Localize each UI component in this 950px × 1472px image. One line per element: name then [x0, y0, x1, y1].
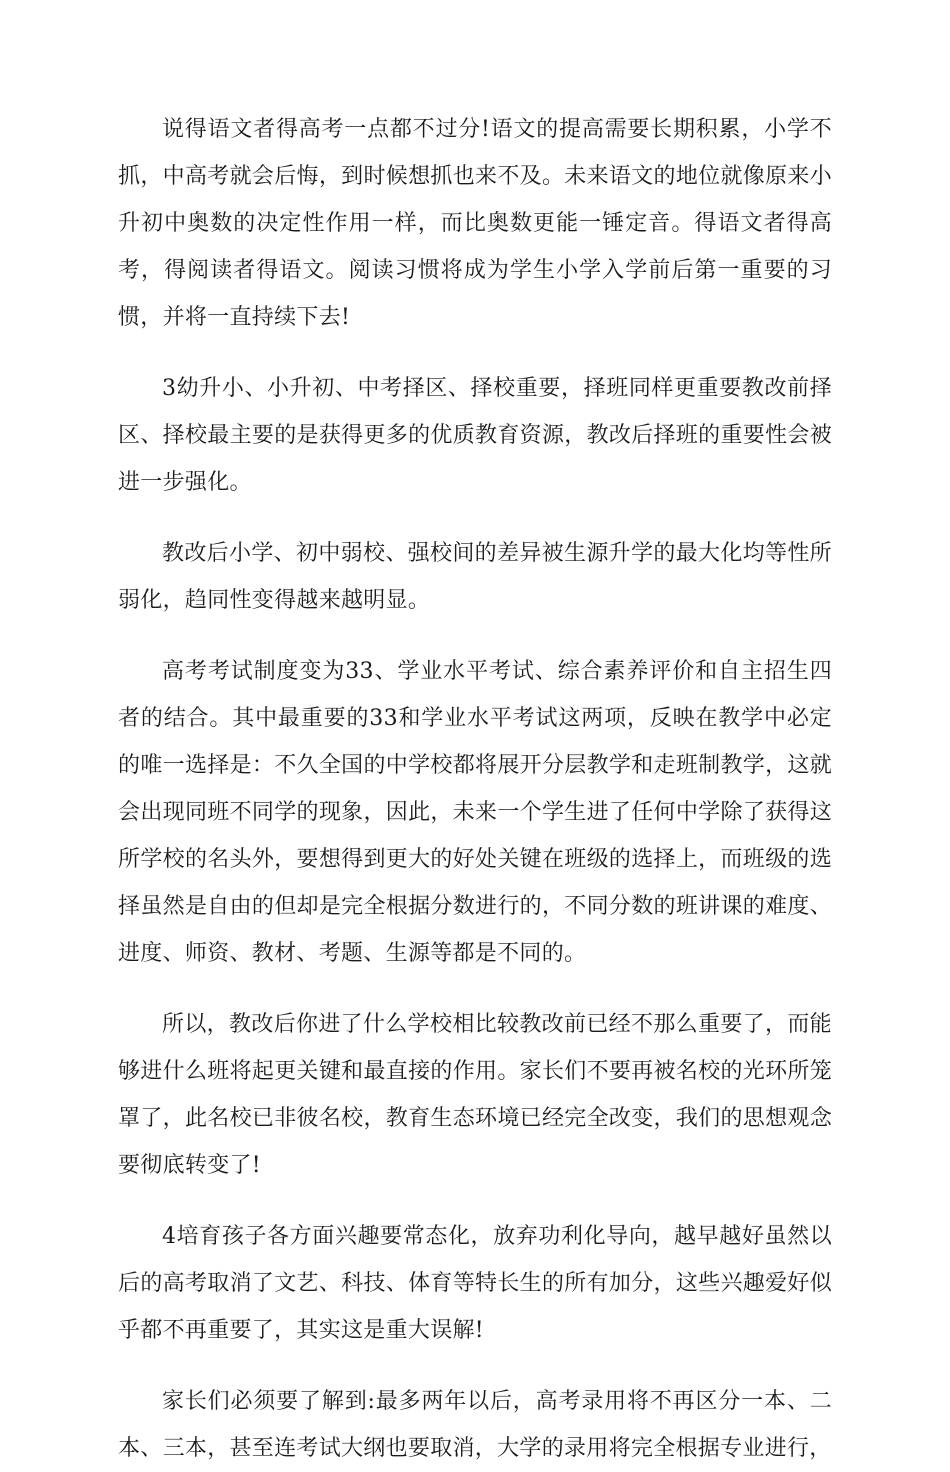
paragraph-6: 4培育孩子各方面兴趣要常态化，放弃功利化导向，越早越好虽然以后的高考取消了文艺、科技、体育等特长生的所有加分，这些兴趣爱好似乎都不再重要了，其实这是重大误解! — [118, 1224, 832, 1343]
paragraph-7: 家长们必须要了解到:最多两年以后，高考录用将不再区分一本、二本、三本，甚至连考试大纲也要取消，大学的录用将完全根据专业进行， — [118, 1389, 832, 1461]
paragraph-1: 说得语文者得高考一点都不过分!语文的提高需要长期积累，小学不抓，中高考就会后悔，到时候想抓也来不及。未来语文的地位就像原来小升初中奥数的决定性作用一样，而比奥数更能一锤定音。得语文者得高考，得阅读者得语文。阅读习惯将成为学生小学入学前后第一重要的习惯，并将一直持续下去! — [118, 117, 832, 330]
paragraph-5: 所以，教改后你进了什么学校相比较教改前已经不那么重要了，而能够进什么班将起更关键和最直接的作用。家长们不要再被名校的光环所笼罩了，此名校已非彼名校，教育生态环境已经完全改变，我们的思想观念要彻底转变了! — [118, 1012, 832, 1178]
document-body — [118, 106, 832, 1472]
paragraph-4: 高考考试制度变为33、学业水平考试、综合素养评价和自主招生四者的结合。其中最重要的33和学业水平考试这两项，反映在教学中必定的唯一选择是：不久全国的中学校都将展开分层教学和走班制教学，这就会出现同班不同学的现象，因此，未来一个学生进了任何中学除了获得这所学校的名头外，要想得到更大的好处关键在班级的选择上，而班级的选择虽然是自由的但却是完全根据分数进行的，不同分数的班讲课的难度、进度、师资、教材、考题、生源等都是不同的。 — [118, 659, 832, 966]
paragraph-3: 教改后小学、初中弱校、强校间的差异被生源升学的最大化均等性所弱化，趋同性变得越来越明显。 — [118, 541, 832, 613]
paragraph-2: 3幼升小、小升初、中考择区、择校重要，择班同样更重要教改前择区、择校最主要的是获得更多的优质教育资源，教改后择班的重要性会被进一步强化。 — [118, 376, 832, 495]
